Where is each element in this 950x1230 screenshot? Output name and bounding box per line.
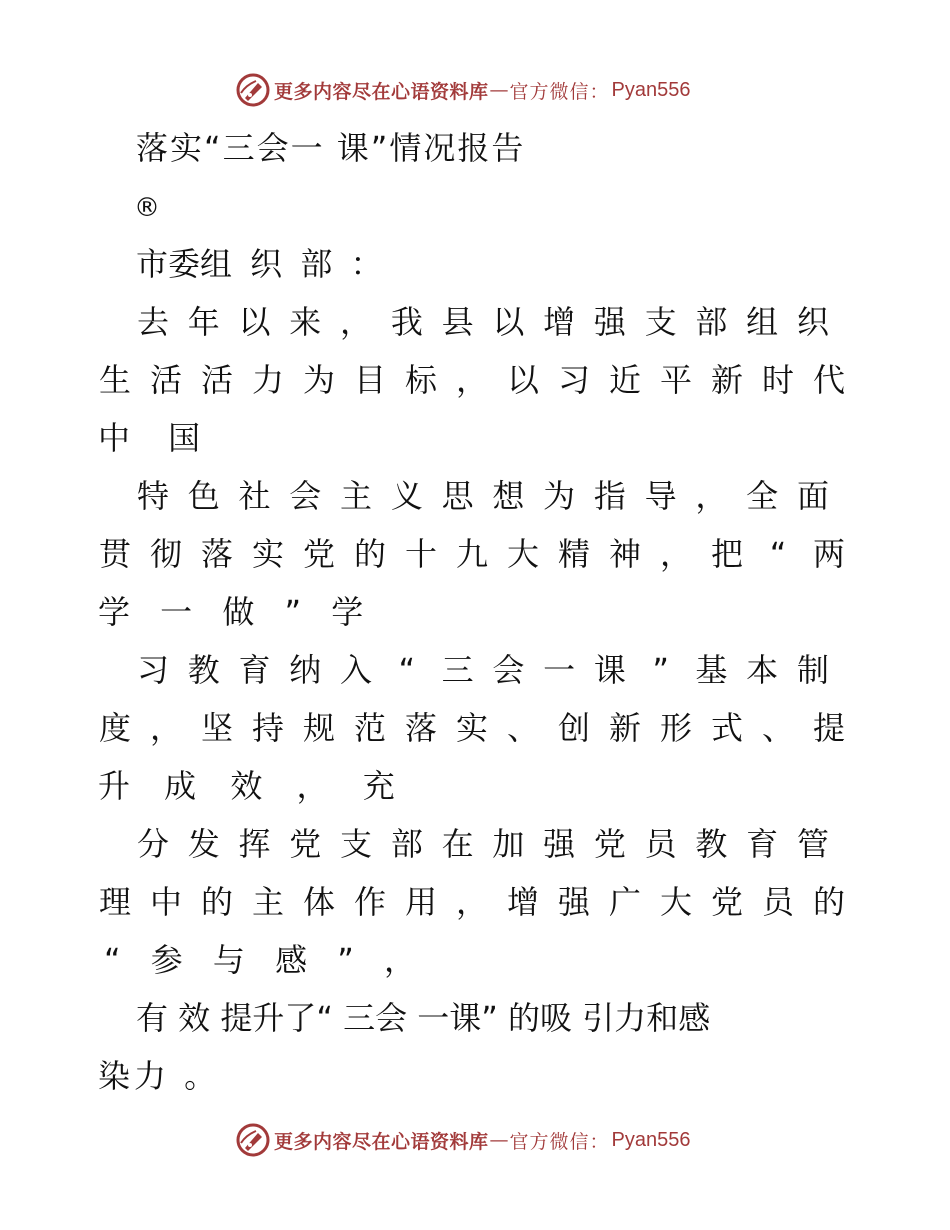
body-char: 彻 [149,535,182,573]
body-char: 近 [608,361,641,399]
body-char: 精 [557,535,590,573]
body-char: 员 [644,825,677,863]
body-char: 实 [455,709,488,747]
watermark-site-text: 更多内容尽在心语资料库 [274,1130,489,1153]
body-char: 范 [353,709,386,747]
body-char: 力 [251,361,284,399]
body-char: 本 [746,651,779,689]
body-char: 强 [593,303,626,341]
body-char: ， [149,709,182,747]
body-line [136,476,830,516]
body-char: 的 [200,883,233,921]
body-char: ， [659,535,692,573]
body-char: 去 [136,303,169,341]
salutation: 市委组 织 部 ： [136,245,383,283]
body-char: 坚 [200,709,233,747]
body-line [98,708,846,748]
body-char: 代 [812,361,845,399]
header-watermark [236,72,691,108]
body-char: 育 [746,825,779,863]
body-char: 会 [492,651,525,689]
body-char: 新 [608,709,641,747]
watermark-wechat-label: 官方微信： [509,1130,610,1153]
body-char: 大 [659,883,692,921]
body-char: 色 [187,477,220,515]
body-char: 神 [608,535,641,573]
body-char: 以 [506,361,539,399]
body-char: 制 [796,651,829,689]
body-char: 党 [593,825,626,863]
body-char: 三 [441,651,474,689]
body-char: 度 [98,709,131,747]
body-char: 主 [251,883,284,921]
body-char: ， [340,303,373,341]
body-char: 党 [710,883,743,921]
body-char: 部 [695,303,728,341]
body-char: 、 [761,709,794,747]
body-line: 有 效 提升了“ 三会 一课” 的吸 引力和感 [136,999,711,1037]
body-line: 升 成 效 ， 充 [98,767,407,805]
body-char: 基 [695,651,728,689]
body-char: 分 [136,825,169,863]
body-char: 一 [543,651,576,689]
body-char: ， [695,477,728,515]
body-char: 义 [390,477,423,515]
pen-nib-logo-icon [236,1123,270,1157]
body-char: 、 [506,709,539,747]
body-char: 实 [251,535,284,573]
body-char: 指 [593,477,626,515]
body-line [136,824,830,864]
body-char: 来 [289,303,322,341]
body-char: 平 [659,361,692,399]
body-line: “ 参 与 感 ” ， [104,941,427,979]
body-char: 支 [644,303,677,341]
body-char: 组 [746,303,779,341]
body-char: 社 [238,477,271,515]
body-char: 纳 [289,651,322,689]
body-char: 大 [506,535,539,573]
document-title: 落实“三会一 课”情况报告 [136,129,526,167]
body-char: 发 [187,825,220,863]
body-char: 加 [492,825,525,863]
body-char: 把 [710,535,743,573]
body-char: ， [455,883,488,921]
body-char: 以 [238,303,271,341]
body-char: 导 [644,477,677,515]
body-char: 十 [404,535,437,573]
body-char: 以 [492,303,525,341]
body-char: 育 [238,651,271,689]
body-char: 强 [543,825,576,863]
body-char: 落 [404,709,437,747]
body-char: 员 [761,883,794,921]
body-char: 中 [149,883,182,921]
body-line [98,882,846,922]
body-line [136,302,830,342]
body-char: 增 [543,303,576,341]
body-char: 为 [543,477,576,515]
watermark-wechat-id: Pyan556 [611,78,691,101]
body-char: ” [652,651,669,689]
body-char: 特 [136,477,169,515]
body-char: 贯 [98,535,131,573]
body-char: 规 [302,709,335,747]
body-char: 两 [812,535,845,573]
watermark-site-text: 更多内容尽在心语资料库 [274,80,489,103]
body-char: 体 [302,883,335,921]
body-char: 教 [187,651,220,689]
body-char: 的 [812,883,845,921]
body-char: 习 [557,361,590,399]
body-char: 课 [593,651,626,689]
body-char: 目 [353,361,386,399]
body-char: 持 [251,709,284,747]
body-char: 提 [812,709,845,747]
body-char: 新 [710,361,743,399]
watermark-wechat-label: 官方微信： [509,80,610,103]
watermark-separator: — [489,79,509,101]
body-char: 的 [353,535,386,573]
body-char: 强 [557,883,590,921]
body-char: 党 [289,825,322,863]
body-char: 入 [340,651,373,689]
body-line [136,650,830,690]
body-char: 挥 [238,825,271,863]
body-char: 我 [390,303,423,341]
body-char: 年 [187,303,220,341]
body-char: 增 [506,883,539,921]
body-char: 管 [796,825,829,863]
footer-watermark [236,1122,691,1158]
body-char: 形 [659,709,692,747]
registered-symbol: ® [134,193,160,223]
body-char: 教 [695,825,728,863]
body-char: 党 [302,535,335,573]
body-char: “ [398,651,416,689]
body-char: 织 [796,303,829,341]
body-char: 为 [302,361,335,399]
body-line: 中 国 [98,419,215,457]
body-char: 思 [441,477,474,515]
pen-nib-logo-icon [236,73,270,107]
body-char: 在 [441,825,474,863]
body-char: 标 [404,361,437,399]
body-line: 学 一 做 ” 学 [98,593,374,631]
body-char: 活 [200,361,233,399]
body-char: 想 [492,477,525,515]
body-char: 会 [289,477,322,515]
body-char: 主 [340,477,373,515]
body-char: 式 [710,709,743,747]
watermark-wechat-id: Pyan556 [611,1128,691,1151]
body-char: 用 [404,883,437,921]
body-line [98,360,846,400]
body-line: 染力 。 [98,1057,221,1095]
body-char: 习 [136,651,169,689]
body-char: ， [455,361,488,399]
body-char: 全 [746,477,779,515]
body-char: 部 [390,825,423,863]
body-char: 时 [761,361,794,399]
body-char: 面 [796,477,829,515]
body-char: 理 [98,883,131,921]
body-char: 创 [557,709,590,747]
body-line [98,534,846,574]
body-char: 活 [149,361,182,399]
body-char: 生 [98,361,131,399]
body-char: 作 [353,883,386,921]
body-char: 九 [455,535,488,573]
body-char: 县 [441,303,474,341]
body-char: 落 [200,535,233,573]
body-char: 广 [608,883,641,921]
watermark-separator: — [489,1129,509,1151]
body-char: “ [769,535,787,573]
body-char: 支 [340,825,373,863]
